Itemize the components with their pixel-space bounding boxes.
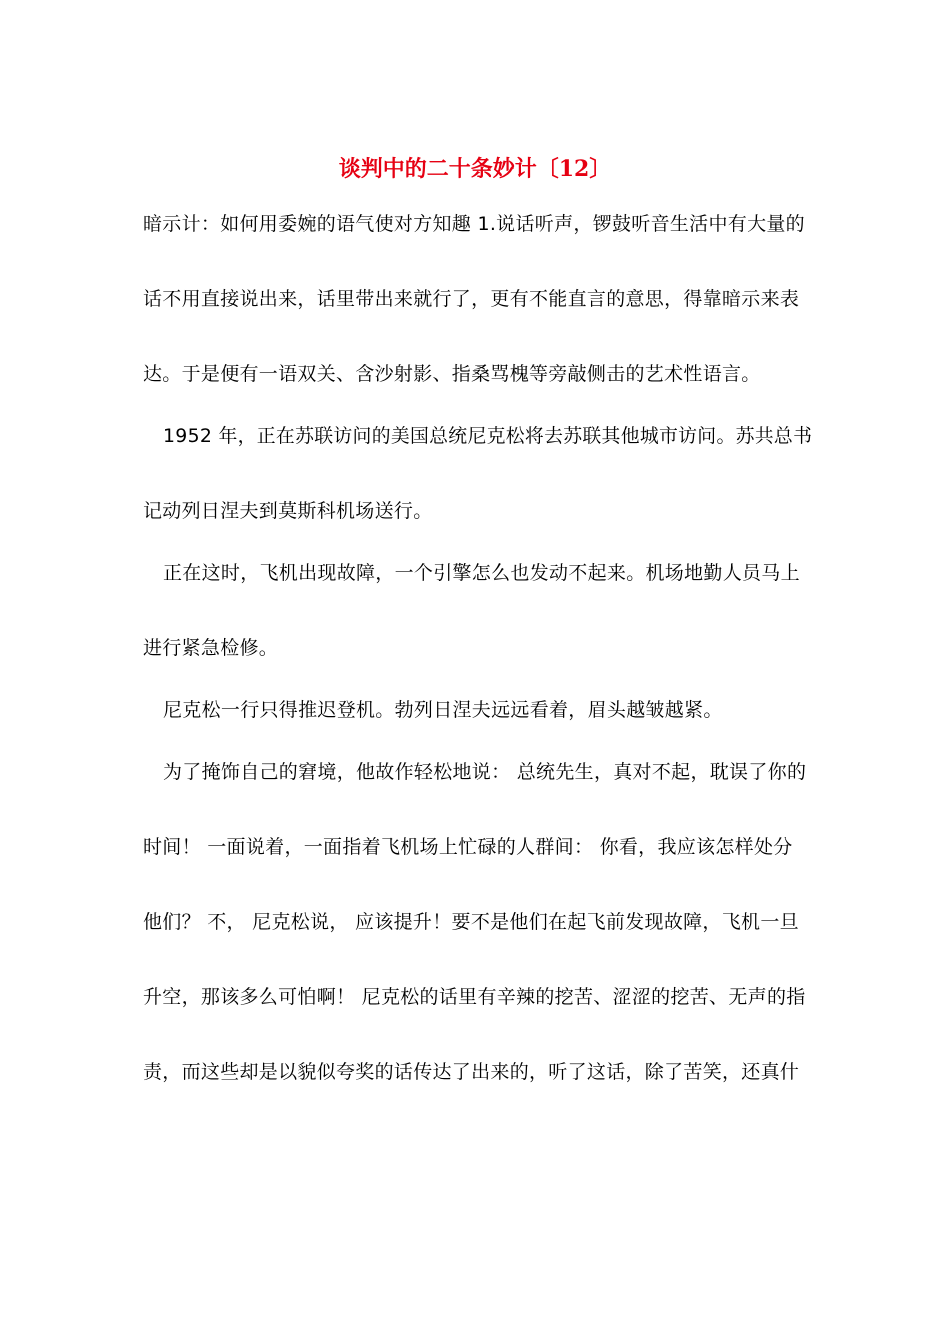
paragraph-line: 升空，那该多么可怕啊！ 尼克松的话里有辛辣的挖苦、涩涩的挖苦、无声的指	[143, 986, 806, 1008]
paragraph-line: 为了掩饰自己的窘境，他故作轻松地说： 总统先生，真对不起，耽误了你的	[163, 761, 807, 783]
paragraph-line: 责，而这些却是以貌似夸奖的话传达了出来的，听了这话，除了苦笑，还真什	[143, 1061, 800, 1083]
paragraph-line: 尼克松一行只得推迟登机。勃列日涅夫远远看着，眉头越皱越紧。	[163, 699, 723, 721]
paragraph-line: 他们？ 不， 尼克松说， 应该提升！要不是他们在起飞前发现故障，飞机一旦	[143, 911, 799, 933]
paragraph-line: 1952 年，正在苏联访问的美国总统尼克松将去苏联其他城市访问。苏共总书	[163, 425, 813, 447]
paragraph-line: 话不用直接说出来，话里带出来就行了，更有不能直言的意思，得靠暗示来表	[143, 288, 800, 310]
paragraph-line: 暗示计：如何用委婉的语气使对方知趣 1.说话听声，锣鼓听音生活中有大量的	[143, 213, 805, 235]
document-title: 谈判中的二十条妙计〔12〕	[338, 156, 612, 182]
paragraph-line: 时间！ 一面说着，一面指着飞机场上忙碌的人群间： 你看，我应该怎样处分	[143, 836, 793, 858]
paragraph-line: 记动列日涅夫到莫斯科机场送行。	[143, 500, 433, 522]
paragraph-line: 正在这时，飞机出现故障，一个引擎怎么也发动不起来。机场地勤人员马上	[163, 562, 800, 584]
paragraph-line: 达。于是便有一语双关、含沙射影、指桑骂槐等旁敲侧击的艺术性语言。	[143, 363, 761, 385]
paragraph-line: 进行紧急检修。	[143, 637, 279, 659]
